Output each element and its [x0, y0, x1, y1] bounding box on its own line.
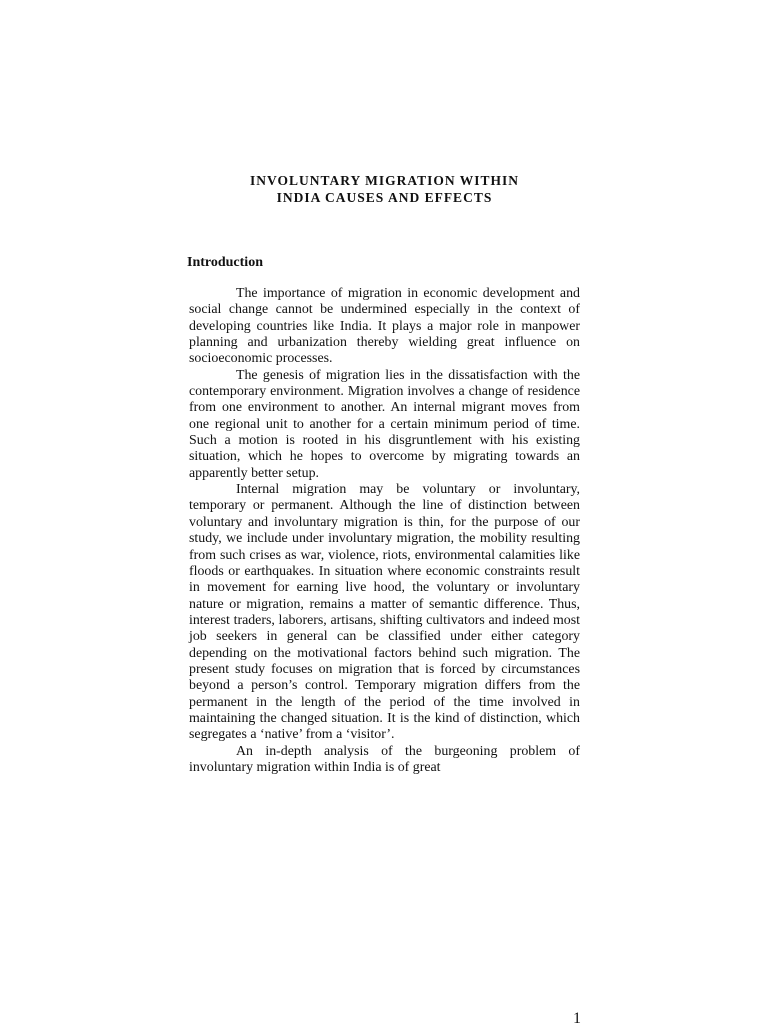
- paragraph: An in-depth analysis of the burgeoning problem of involuntary migration within India is of great: [189, 743, 580, 775]
- paragraph: Internal migration may be voluntary or involuntary, temporary or permanent. Although the line of distinction between voluntary and involuntary migration is thin, for the purpose of our study, we include under involuntary migration, the mobility resulting from such crises as war, violence, riots, environmental calamities like floods or earthquakes. In situation where economic constraints result in movement for earning live hood, the voluntary or involuntary nature or migration, remains a matter of semantic difference. Thus, interest traders, laborers, artisans, shifting cultivators and indeed most job seekers in general can be classified under either category depending on the motivational factors behind such migration. The present study focuses on migration that is forced by circumstances beyond a person’s control. Temporary migration differs from the permanent in the length of the period of the time involved in maintaining the changed situation. It is the kind of distinction, which segregates a ‘native’ from a ‘visitor’.: [189, 482, 580, 743]
- section-heading: Introduction: [187, 255, 263, 270]
- title-line-2: INDIA CAUSES AND EFFECTS: [276, 190, 493, 205]
- paragraph: The genesis of migration lies in the dissatisfaction with the contemporary environment. Migration involves a change of residence from one environment to another. An internal migrant moves from one regional unit to another for a certain minimum period of time. Such a motion is rooted in his disgruntlement with his existing situation, which he hopes to overcome by migrating towards an apparently better setup.: [189, 367, 580, 481]
- title-line-1: INVOLUNTARY MIGRATION WITHIN: [249, 173, 520, 188]
- body-text: [189, 286, 580, 776]
- document-title: [189, 172, 580, 206]
- paragraph: The importance of migration in economic development and social change cannot be undermined especially in the context of developing countries like India. It plays a major role in manpower planning and urbanization thereby wielding great influence on socioeconomic processes.: [189, 286, 580, 367]
- page-number: 1: [573, 1010, 581, 1027]
